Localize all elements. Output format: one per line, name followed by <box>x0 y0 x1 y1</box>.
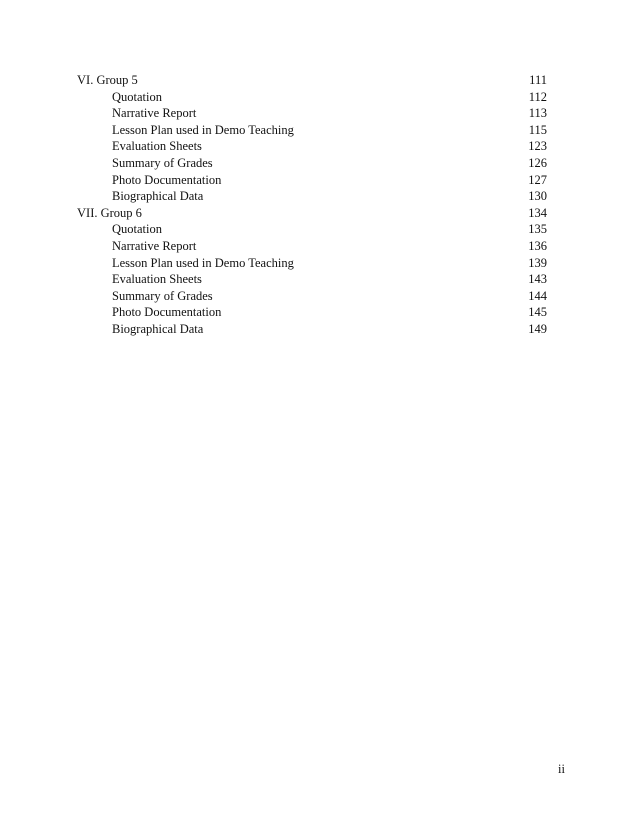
toc-item-label: Lesson Plan used in Demo Teaching <box>112 255 294 270</box>
toc-item-label: Narrative Report <box>112 106 197 121</box>
toc-item-label: Photo Documentation <box>112 172 222 187</box>
toc-section-row <box>77 205 547 222</box>
toc-section-label: VII. Group 6 <box>77 205 142 220</box>
footer-page-number: ii <box>558 762 565 776</box>
toc-page-number: 113 <box>528 106 547 121</box>
toc-section-label: VI. Group 5 <box>77 73 138 87</box>
toc-item-label: Summary of Grades <box>112 155 213 170</box>
toc-page-number: 134 <box>528 205 547 220</box>
toc-page-number: 135 <box>528 222 547 237</box>
toc-page-number: 136 <box>528 238 547 253</box>
toc-item-row <box>77 172 547 189</box>
toc-item-row <box>77 105 547 122</box>
toc-item-row <box>77 89 547 106</box>
toc-item-row <box>77 155 547 172</box>
toc-item-row <box>77 271 547 288</box>
toc-item-row <box>77 188 547 205</box>
toc-item-row <box>77 221 547 238</box>
toc-item-row <box>77 288 547 305</box>
toc-item-label: Narrative Report <box>112 238 197 253</box>
toc-page-number: 144 <box>528 288 547 303</box>
toc-item-label: Lesson Plan used in Demo Teaching <box>112 122 294 137</box>
toc-page-number: 143 <box>528 272 547 287</box>
toc-item-label: Quotation <box>112 222 162 237</box>
toc-item-row <box>77 238 547 255</box>
toc-item-label: Photo Documentation <box>112 305 222 320</box>
toc-page-number: 111 <box>529 73 547 87</box>
toc-page-number: 130 <box>528 189 547 204</box>
toc-section-row <box>77 72 547 89</box>
toc-item-label: Biographical Data <box>112 321 204 336</box>
toc-page-number: 112 <box>528 89 547 104</box>
toc-item-row <box>77 138 547 155</box>
toc-page-number: 149 <box>528 321 547 336</box>
toc-item-label: Summary of Grades <box>112 288 213 303</box>
toc-item-label: Evaluation Sheets <box>112 139 202 154</box>
toc-page-number: 126 <box>528 155 547 170</box>
toc-page-number: 139 <box>528 255 547 270</box>
toc-item-label: Quotation <box>112 89 162 104</box>
toc-page-number: 145 <box>528 305 547 320</box>
toc-item-row <box>77 255 547 272</box>
toc-item-row <box>77 304 547 321</box>
table-of-contents <box>77 72 547 338</box>
toc-page-number: 127 <box>528 172 547 187</box>
toc-item-row <box>77 321 547 338</box>
toc-page-number: 115 <box>528 122 547 137</box>
toc-item-label: Biographical Data <box>112 189 204 204</box>
toc-item-label: Evaluation Sheets <box>112 272 202 287</box>
toc-page-number: 123 <box>528 139 547 154</box>
toc-item-row <box>77 122 547 139</box>
